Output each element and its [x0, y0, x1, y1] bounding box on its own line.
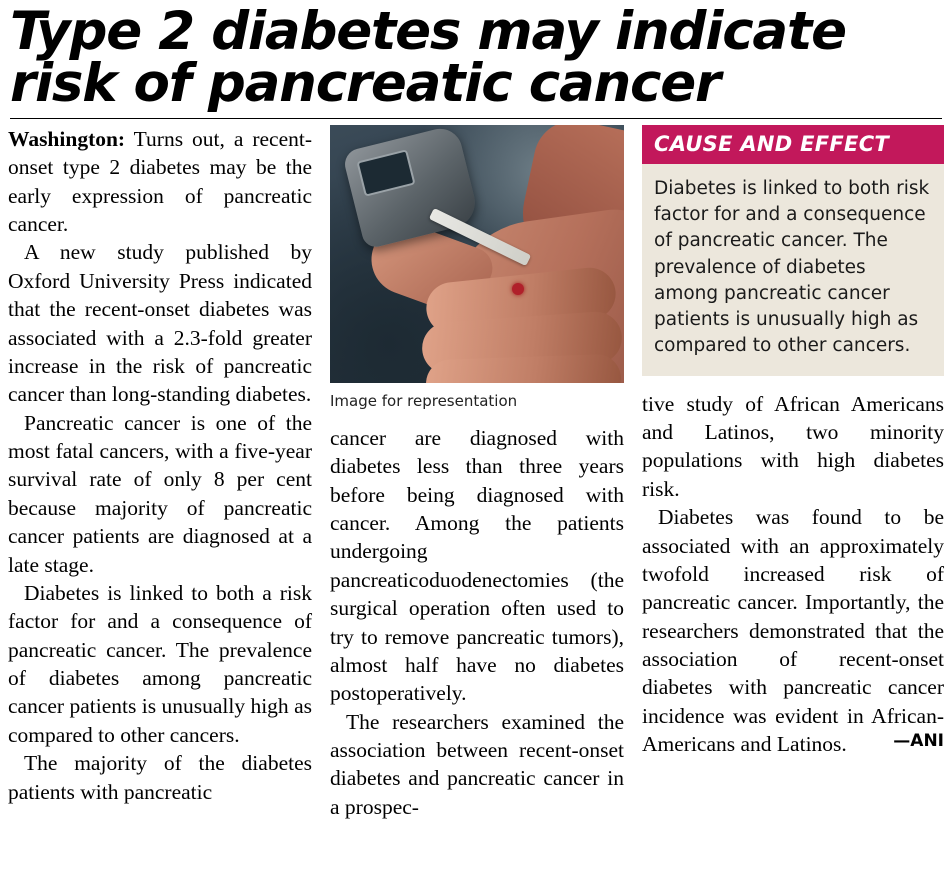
agency-credit: —ANI	[893, 731, 944, 752]
headline-line-1: Type 2 diabetes may indicate	[10, 1, 846, 62]
blood-glucose-test-photo	[330, 125, 624, 383]
paragraph	[642, 503, 944, 758]
article-column-3-text	[642, 390, 944, 759]
photo-caption: Image for representation	[330, 391, 518, 410]
paragraph-text: Turns out, a recent-onset type 2 diabetes may be the early expression of pancreatic cancer.	[8, 126, 312, 236]
dateline: Washington:	[8, 126, 126, 151]
headline-divider	[10, 118, 942, 119]
paragraph: Diabetes is linked to both a risk factor for and a consequence of pancreatic cancer. The prevalence of diabetes among pancreatic cancer patients is unusually high as compared to other cancers.	[8, 580, 312, 747]
photo-block	[330, 125, 624, 410]
paragraph: cancer are diagnosed with diabetes less than three years before being diagnosed with cancer. Among the patients undergoing pancreaticoduodenectomies (the surgical operation often used to try to remove pancreatic tumors), almost half have no diabetes postoperatively.	[330, 425, 624, 706]
fact-box	[642, 125, 944, 376]
paragraph	[8, 125, 312, 239]
paragraph: Pancreatic cancer is one of the most fatal cancers, with a five-year survival rate of only 8 per cent because majority of pancreatic cancer patients are diagnosed at a late stage.	[8, 410, 312, 577]
fact-box-title: CAUSE AND EFFECT	[642, 125, 944, 164]
fact-box-body: Diabetes is linked to both risk factor for and a consequence of pancreatic cancer. The prevalence of diabetes among pancreatic cancer patients is unusually high as compared to other cancers.	[642, 164, 944, 376]
article-column-2-text	[330, 424, 624, 821]
headline-line-2: risk of pancreatic cancer	[10, 52, 720, 114]
article-columns	[8, 125, 944, 821]
article-column-2	[330, 125, 642, 821]
page-title	[8, 1, 944, 114]
paragraph: A new study published by Oxford University Press indicated that the recent-onset diabetes was associated with a 2.3-fold greater increase in the risk of pancreatic cancer than long-standing diabetes.	[8, 240, 312, 407]
blood-drop	[512, 283, 524, 295]
paragraph-text: Diabetes was found to be associated with an approximately twofold increased risk of pancreatic cancer. Importantly, the researchers demonstrated that the association of recent-onset diabetes with pancreatic cancer incidence was evident in African- Americans and Latinos.	[642, 505, 944, 757]
paragraph: tive study of African Americans and Latinos, two minority populations with high diabetes risk.	[642, 391, 944, 501]
article-column-1	[8, 125, 330, 806]
paragraph: The majority of the diabetes patients with pancreatic	[8, 751, 312, 804]
paragraph: The researchers examined the association between recent-onset diabetes and pancreatic cancer in a prospec-	[330, 709, 624, 819]
article-column-3	[642, 125, 944, 759]
